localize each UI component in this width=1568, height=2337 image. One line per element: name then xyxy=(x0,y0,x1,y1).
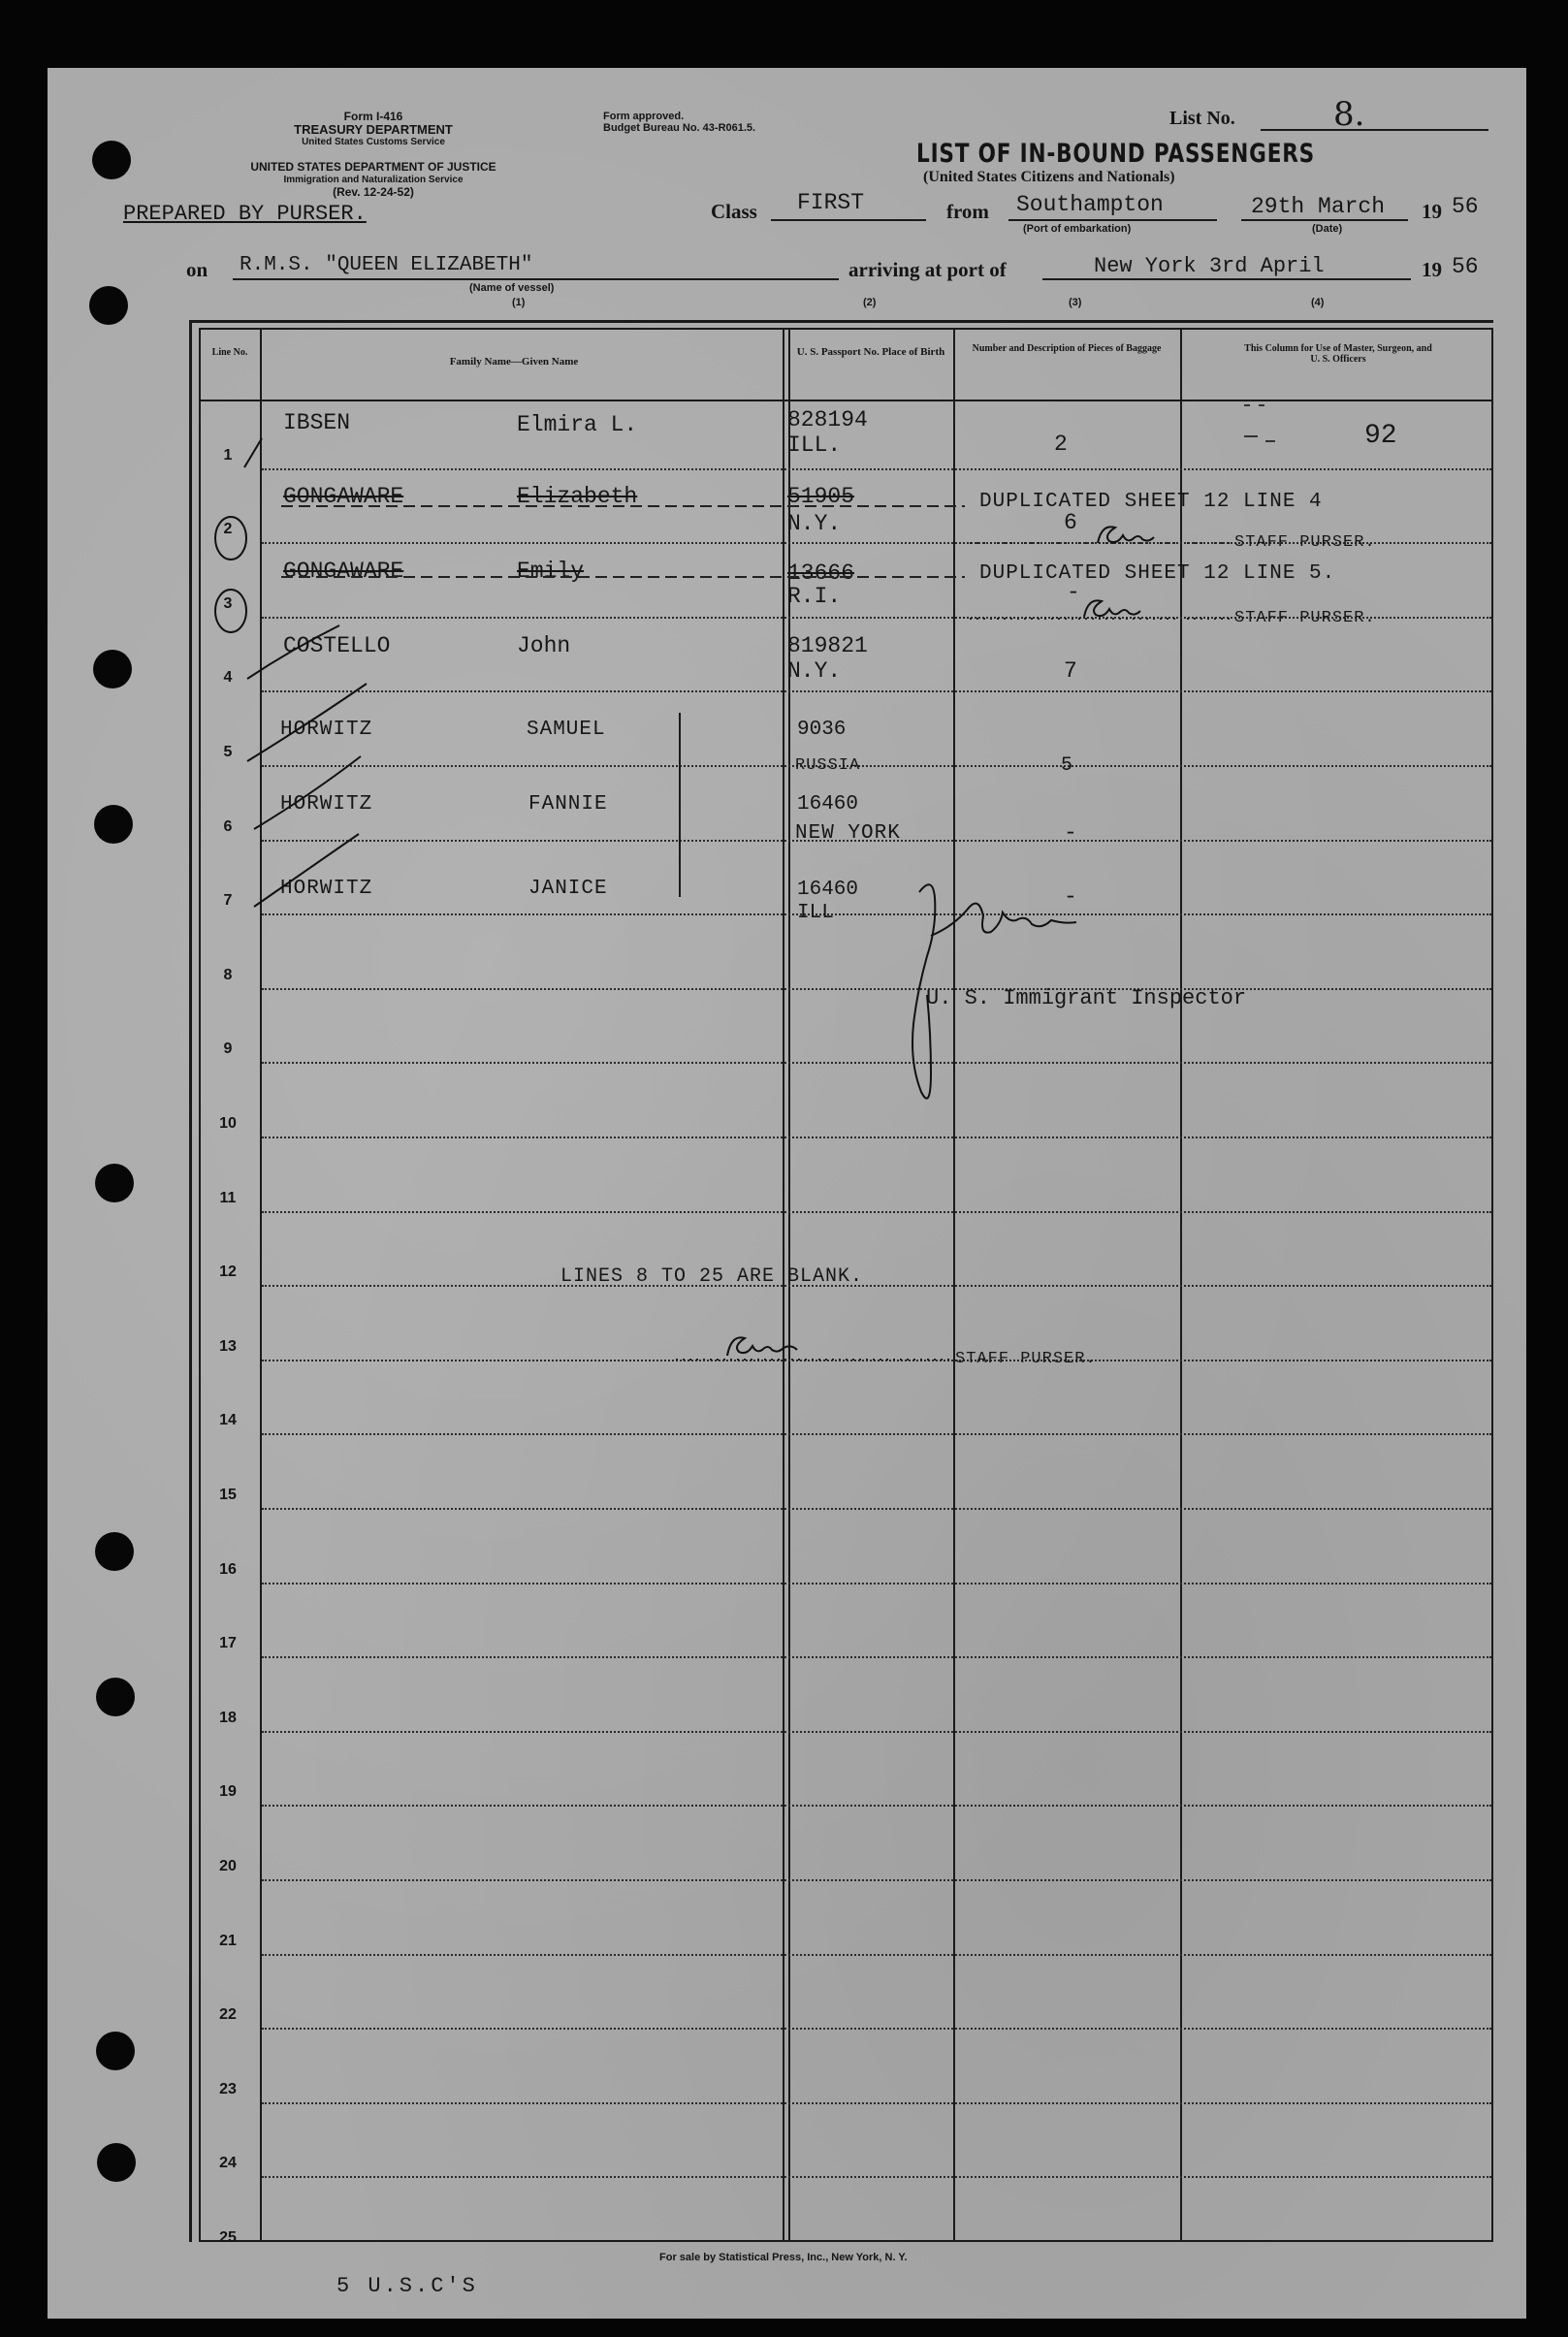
row6-baggage: - xyxy=(1064,820,1077,846)
check-mark xyxy=(247,684,367,761)
row1-family: IBSEN xyxy=(283,410,351,435)
budget-bureau: Budget Bureau No. 43-R061.5. xyxy=(603,122,756,134)
row4-passport: 819821 xyxy=(787,633,868,658)
check-mark xyxy=(254,834,359,907)
row7-baggage: - xyxy=(1064,884,1077,910)
year2-suffix: 56 xyxy=(1452,254,1479,279)
purser-initials xyxy=(727,1337,797,1356)
list-title: LIST OF IN-BOUND PASSENGERS xyxy=(916,139,1316,169)
line-number: 7 xyxy=(223,892,233,910)
line-number: 5 xyxy=(223,744,233,760)
treasury-dept: TREASURY DEPARTMENT xyxy=(294,122,453,137)
col-caption-3: (3) xyxy=(1069,297,1082,308)
circle-mark xyxy=(215,590,246,632)
row6-passport: 16460 xyxy=(797,793,859,816)
line-number: 16 xyxy=(219,1560,237,1578)
staff-purser-note: STAFF PURSER. xyxy=(955,1350,1097,1368)
list-subtitle: (United States Citizens and Nationals) xyxy=(923,169,1175,185)
port-caption: (Port of embarkation) xyxy=(1023,223,1132,235)
purser-initials xyxy=(1084,600,1140,617)
list-no-value: 8. xyxy=(1333,95,1365,134)
col-caption-2: (2) xyxy=(863,297,877,308)
list-no-label: List No. xyxy=(1169,108,1235,129)
line-number: 13 xyxy=(219,1337,237,1355)
line-number: 23 xyxy=(219,2080,237,2097)
vessel-value: R.M.S. "QUEEN ELIZABETH" xyxy=(240,254,533,276)
row1-given: Elmira L. xyxy=(517,412,638,437)
row5-family: HORWITZ xyxy=(280,719,373,741)
row6-given: FANNIE xyxy=(528,793,608,816)
header-baggage: Number and Description of Pieces of Baggage xyxy=(972,343,1162,354)
class-value: FIRST xyxy=(797,190,865,215)
line-number: 12 xyxy=(219,1264,237,1281)
row5-baggage: 5 xyxy=(1061,754,1073,777)
inspector-title: U. S. Immigrant Inspector xyxy=(926,986,1247,1010)
revision: (Rev. 12-24-52) xyxy=(333,185,414,199)
year-suffix: 56 xyxy=(1452,194,1479,219)
header-passport: U. S. Passport No. Place of Birth xyxy=(796,346,945,358)
row3-duplicate-note: DUPLICATED SHEET 12 LINE 5. xyxy=(979,562,1336,585)
form-approved: Form approved. xyxy=(603,111,685,122)
line-number: 24 xyxy=(219,2155,237,2172)
row7-passport: 16460 xyxy=(797,879,859,901)
line-number: 19 xyxy=(219,1783,237,1801)
row7-family: HORWITZ xyxy=(280,878,373,900)
header-name: Family Name—Given Name xyxy=(449,356,579,368)
row1-passport: 828194 xyxy=(787,407,868,432)
line-number: 4 xyxy=(223,669,233,687)
purser-initials xyxy=(1098,527,1154,543)
header-line-no: Line No. xyxy=(211,347,248,358)
justice-dept: UNITED STATES DEPARTMENT OF JUSTICE xyxy=(250,160,496,174)
on-label: on xyxy=(186,258,208,281)
arrive-value: New York 3rd April xyxy=(1094,254,1325,278)
check-mark xyxy=(247,625,339,679)
year-prefix: 19 xyxy=(1422,200,1442,223)
line-number: 2 xyxy=(223,521,233,538)
row3-passport: 13666 xyxy=(787,560,855,586)
line-number: 3 xyxy=(223,594,233,612)
uscs-stamp: 5 U.S.C'S xyxy=(336,2274,478,2298)
row2-duplicate-note: DUPLICATED SHEET 12 LINE 4 xyxy=(979,491,1323,513)
row2-family: GONGAWARE xyxy=(283,484,404,509)
inspector-signature xyxy=(912,884,1076,1098)
row5-given: SAMUEL xyxy=(527,719,606,741)
line-number: 17 xyxy=(219,1635,237,1652)
date-caption: (Date) xyxy=(1312,223,1343,235)
form-number: Form I-416 xyxy=(343,110,403,123)
row4-birth: N.Y. xyxy=(787,658,842,684)
line-number: 15 xyxy=(219,1487,237,1503)
row7-given: JANICE xyxy=(528,878,608,900)
ins-service: Immigration and Naturalization Service xyxy=(283,175,464,185)
class-label: Class xyxy=(711,200,757,223)
row6-family: HORWITZ xyxy=(280,793,373,816)
row7-birth: ILL xyxy=(797,902,834,924)
date-value: 29th March xyxy=(1251,194,1386,219)
arriving-label: arriving at port of xyxy=(848,258,1007,281)
line-number: 10 xyxy=(219,1115,237,1132)
row1-officer-mark: 92 xyxy=(1364,421,1397,451)
from-value: Southampton xyxy=(1016,192,1164,217)
check-mark xyxy=(254,756,361,829)
blank-lines-note: LINES 8 TO 25 ARE BLANK. xyxy=(560,1265,864,1288)
row2-given: Elizabeth xyxy=(517,484,638,509)
col-caption-1: (1) xyxy=(512,297,526,308)
row4-given: John xyxy=(517,633,571,658)
row2-birth: N.Y. xyxy=(787,511,842,536)
prepared-by: PREPARED BY PURSER. xyxy=(123,202,367,226)
row4-family: COSTELLO xyxy=(283,633,391,658)
vessel-caption: (Name of vessel) xyxy=(469,282,555,294)
circle-mark xyxy=(215,517,246,560)
line-number: 18 xyxy=(219,1709,237,1726)
customs-service: United States Customs Service xyxy=(302,137,445,147)
line-number: 14 xyxy=(219,1412,237,1429)
line-number: 11 xyxy=(219,1189,237,1206)
row1-baggage: 2 xyxy=(1054,432,1068,457)
line-number: 21 xyxy=(219,1932,237,1949)
row3-birth: R.I. xyxy=(787,584,842,609)
line-number: 20 xyxy=(219,1858,237,1874)
check-mark xyxy=(244,438,262,467)
row5-passport: 9036 xyxy=(797,719,847,741)
printer-credit: For sale by Statistical Press, Inc., New York, N. Y. xyxy=(659,2252,908,2263)
row3-baggage: - xyxy=(1067,580,1080,605)
row3-staff-purser: STAFF PURSER. xyxy=(1234,609,1376,627)
row2-passport: 51905 xyxy=(787,484,855,509)
line-number: 25 xyxy=(219,2229,237,2246)
row3-given: Emily xyxy=(517,559,585,584)
line-number: 8 xyxy=(223,966,233,983)
line-number: 22 xyxy=(219,2006,237,2024)
row2-baggage: 6 xyxy=(1064,510,1077,535)
row4-baggage: 7 xyxy=(1064,658,1077,684)
col-caption-4: (4) xyxy=(1311,297,1325,308)
line-number: 6 xyxy=(223,817,233,835)
row6-birth: NEW YORK xyxy=(795,822,901,845)
row2-staff-purser: STAFF PURSER. xyxy=(1234,533,1376,552)
header-officers: This Column for Use of Master, Surgeon, and U. S. Officers xyxy=(1244,343,1432,365)
from-label: from xyxy=(946,200,989,223)
row5-birth: RUSSIA xyxy=(795,756,861,775)
row1-birth: ILL. xyxy=(787,432,842,458)
year2-prefix: 19 xyxy=(1422,258,1442,281)
row3-family: GONGAWARE xyxy=(283,559,404,584)
line-number: 1 xyxy=(223,446,233,464)
line-number: 9 xyxy=(223,1040,233,1058)
